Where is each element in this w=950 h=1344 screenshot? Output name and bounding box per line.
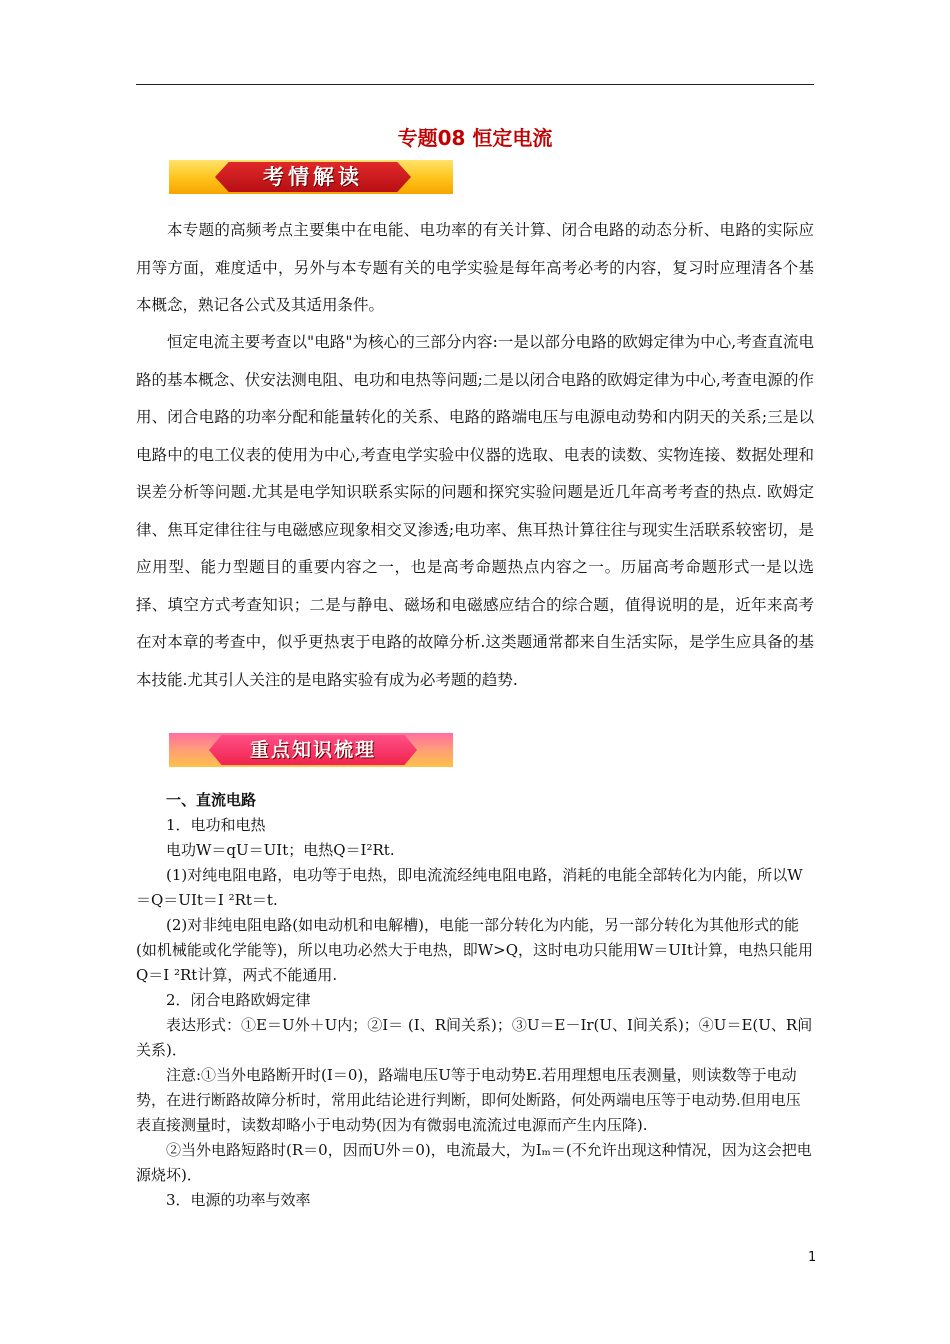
expression-forms: 表达形式：①E＝U外＋U内；②I＝ (I、R间关系)；③U＝E－Ir(U、I间关系)；④U＝E(U、R间关系)．	[136, 1016, 813, 1059]
formula-line: 电功W＝qU＝UIt；电热Q＝I²Rt.	[166, 841, 395, 859]
paragraph-non-pure-resistance: (2)对非纯电阻电路(如电动机和电解槽)，电能一部分转化为内能，另一部分转化为其他形式的能(如机械能或化学能等)，所以电功必然大于电热，即W>Q，这时电功只能用W＝UIt计算，电热只能用Q＝I ²Rt计算，两式不能通用.	[136, 916, 814, 984]
banner-label: 重点知识梳理	[249, 739, 376, 761]
page-number: 1	[808, 1250, 817, 1265]
intro-paragraph-1: 本专题的高频考点主要集中在电能、电功率的有关计算、闭合电路的动态分析、电路的实际应用等方面，难度适中，另外与本专题有关的电学实验是每年高考必考的内容，复习时应理清各个基本概念，熟记各公式及其适用条件。	[136, 221, 814, 314]
subheading-1: 1．电功和电热	[166, 816, 266, 834]
subheading-2: 2．闭合电路欧姆定律	[166, 991, 311, 1009]
page-title: 专题08 恒定电流	[397, 126, 553, 150]
banner-key-knowledge	[169, 733, 453, 767]
header-rule	[136, 84, 814, 85]
paragraph-pure-resistance: (1)对纯电阻电路，电功等于电热，即电流流经纯电阻电路，消耗的电能全部转化为内能，所以W＝Q＝UIt＝I ²Rt＝t.	[136, 866, 803, 909]
note-open-circuit: 注意:①当外电路断开时(I＝0)，路端电压U等于电动势E.若用理想电压表测量，则读数等于电动势，在进行断路故障分析时，常用此结论进行判断，即何处断路，何处两端电压等于电动势.但用电压表直接测量时，读数却略小于电动势(因为有微弱电流流过电源而产生内压降).	[136, 1066, 801, 1134]
intro-paragraph-2: 恒定电流主要考查以"电路"为核心的三部分内容:一是以部分电路的欧姆定律为中心,考查直流电路的基本概念、伏安法测电阻、电功和电热等问题;二是以闭合电路的欧姆定律为中心,考查电源的作用、闭合电路的功率分配和能量转化的关系、电路的路端电压与电源电动势和内阴天的关系;三是以电路中的电工仪表的使用为中心,考查电学实验中仪器的选取、电表的读数、实物连接、数据处理和误差分析等问题.尤其是电学知识联系实际的问题和探究实验问题是近几年高考考查的热点. 欧姆定律、焦耳定律往往与电磁感应现象相交叉渗透;电功率、焦耳热计算往往与现实生活联系较密切，是应用型、能力型题目的重要内容之一，也是高考命题热点内容之一。历届高考命题形式一是以选择、填空方式考查知识；二是与静电、磁场和电磁感应结合的综合题，值得说明的是，近年来高考在对本章的考查中，似乎更热衷于电路的故障分析.这类题通常都来自生活实际，是学生应具备的基本技能.尤其引人关注的是电路实验有成为必考题的趋势.	[136, 333, 814, 689]
knowledge-section	[136, 788, 814, 1213]
note-short-circuit: ②当外电路短路时(R＝0，因而U外＝0)，电流最大，为Iₘ＝(不允许出现这种情况，因为这会把电源烧坏)．	[136, 1141, 812, 1184]
banner-exam-analysis	[169, 160, 453, 194]
subheading-3: 3．电源的功率与效率	[166, 1191, 311, 1209]
banner-label: 考情解读	[263, 165, 363, 189]
section-heading: 一、直流电路	[166, 791, 257, 809]
